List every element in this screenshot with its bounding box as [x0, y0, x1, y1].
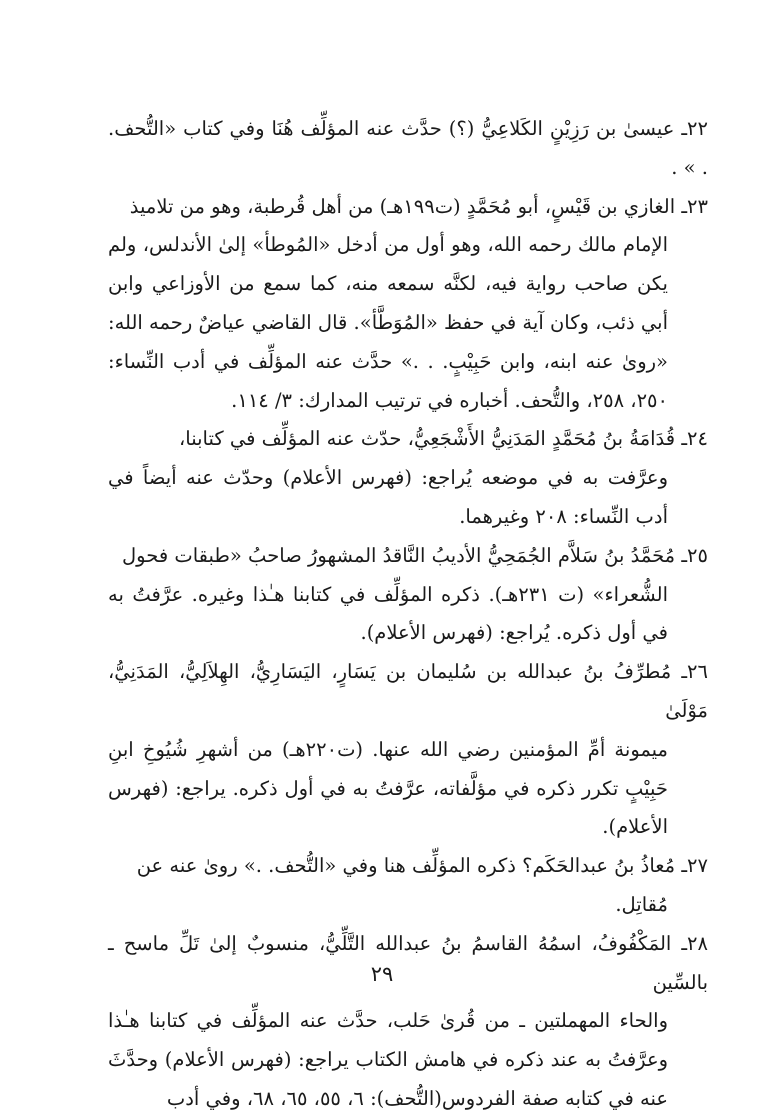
page-number: ٢٩	[370, 962, 394, 986]
entry-25	[108, 537, 708, 653]
entry-24	[108, 420, 708, 536]
entry-text: قُدَامَةُ بنُ مُحَمَّدٍ المَدَنِيُّ الأَشْجَعِيُّ، حدّث عنه المؤلِّف في كتابنا،	[178, 427, 676, 451]
entry-27	[108, 847, 708, 925]
entry-continuation: الشُّعراء» (ت ٢٣١هـ). ذكره المؤلِّف في كتابنا هـٰذا وغيره. عرَّفتُ به في أول ذكره. يُراجع: (فهرس الأعلام).	[108, 582, 668, 645]
entry-text: مُحَمَّدُ بنُ سَلاَّم الجُمَحِيُّ الأديبُ النَّاقدُ المشهورُ صاحبُ «طبقات فحول	[122, 543, 676, 567]
entry-number: ٢٥ـ	[681, 543, 708, 567]
entry-continuation: والحاء المهملتين ـ من قُرىٰ حَلب، حدَّث عنه المؤلِّف في كتابنا هـٰذا وعرَّفتُ به عند ذكره في هامش الكتاب يراجع: (فهرس الأعلام) وحدَّثَ عنه في كتابه صفة الفردوس(التُّحف): ٦، ٥٥، ٦٥، ٦٨، وفي أدب	[108, 1009, 668, 1110]
entry-continuation: مُقاتِل.	[615, 892, 668, 916]
entry-number: ٢٣ـ	[681, 194, 708, 218]
entry-continuation: الإمام مالك رحمه الله، وهو أول من أدخل «المُوطأ» إلىٰ الأندلس، ولم يكن صاحب رواية فيه، لكنَّه سمعه منه، كما سمع من الأوزاعي وابن أبي ذئب، وكان آية في حفظ «المُوَطَّأ». قال القاضي عياضٌ رحمه الله: «روىٰ عنه ابنه، وابن حَبِيْبٍ. . .» حدَّث عنه المؤلِّف في أدب النِّساء: ٢٥٠، ٢٥٨، والتُّحف. أخباره في ترتيب المدارك: ٣/ ١١٤.	[108, 233, 668, 412]
entry-28	[108, 925, 708, 1119]
entry-text: مُطرِّفُ بنُ عبدالله بن سُليمان بن يَسَارٍ، اليَسَارِيُّ، الهِلاَلِيُّ، المَدَنِيُّ، مَوْلَىٰ	[108, 660, 708, 722]
entry-number: ٢٦ـ	[681, 660, 708, 684]
entry-text: الغازي بن قَيْسٍ، أبو مُحَمَّدٍ (ت١٩٩هـ) من أهل قُرطبة، وهو من تلاميذ	[129, 194, 676, 218]
entry-text: مُعاذُ بنُ عبدالحَكَم؟ ذكره المؤلِّف هنا وفي «التُّحف. .» روىٰ عنه عن	[136, 854, 676, 878]
entry-continuation: ميمونة أمِّ المؤمنين رضي الله عنها. (ت٢٢٠هـ) من أشهرِ شُيُوخِ ابنِ حَبِيْبٍ تكرر ذكره في مؤلَّفاته، عرَّفتُ به في أول ذكره. يراجع: (فهرس الأعلام).	[108, 737, 668, 839]
entry-continuation: وعرَّفت به في موضعه يُراجع: (فهرس الأعلام) وحدّث عنه أيضاً في أدب النِّساء: ٢٠٨ وغيرهما.	[108, 466, 668, 528]
entry-number: ٢٤ـ	[681, 427, 708, 451]
entry-22	[108, 110, 708, 188]
entry-number: ٢٧ـ	[681, 854, 708, 878]
entry-26	[108, 653, 708, 847]
entry-number: ٢٢ـ	[681, 117, 708, 140]
entry-number: ٢٨ـ	[681, 931, 708, 955]
entry-23	[108, 188, 708, 421]
entry-text: المَكْفُوفُ، اسمُهُ القاسمُ بنُ عبدالله التَّلِّيُّ، منسوبٌ إلىٰ تَلِّ ماسح ـ بالسِّين	[108, 931, 708, 994]
entry-text: عيسىٰ بن رَزِيْنٍ الكَلاعِيُّ (؟) حدَّث عنه المؤلِّف هُنَا وفي كتاب «التُّحف. . » .	[108, 117, 708, 179]
